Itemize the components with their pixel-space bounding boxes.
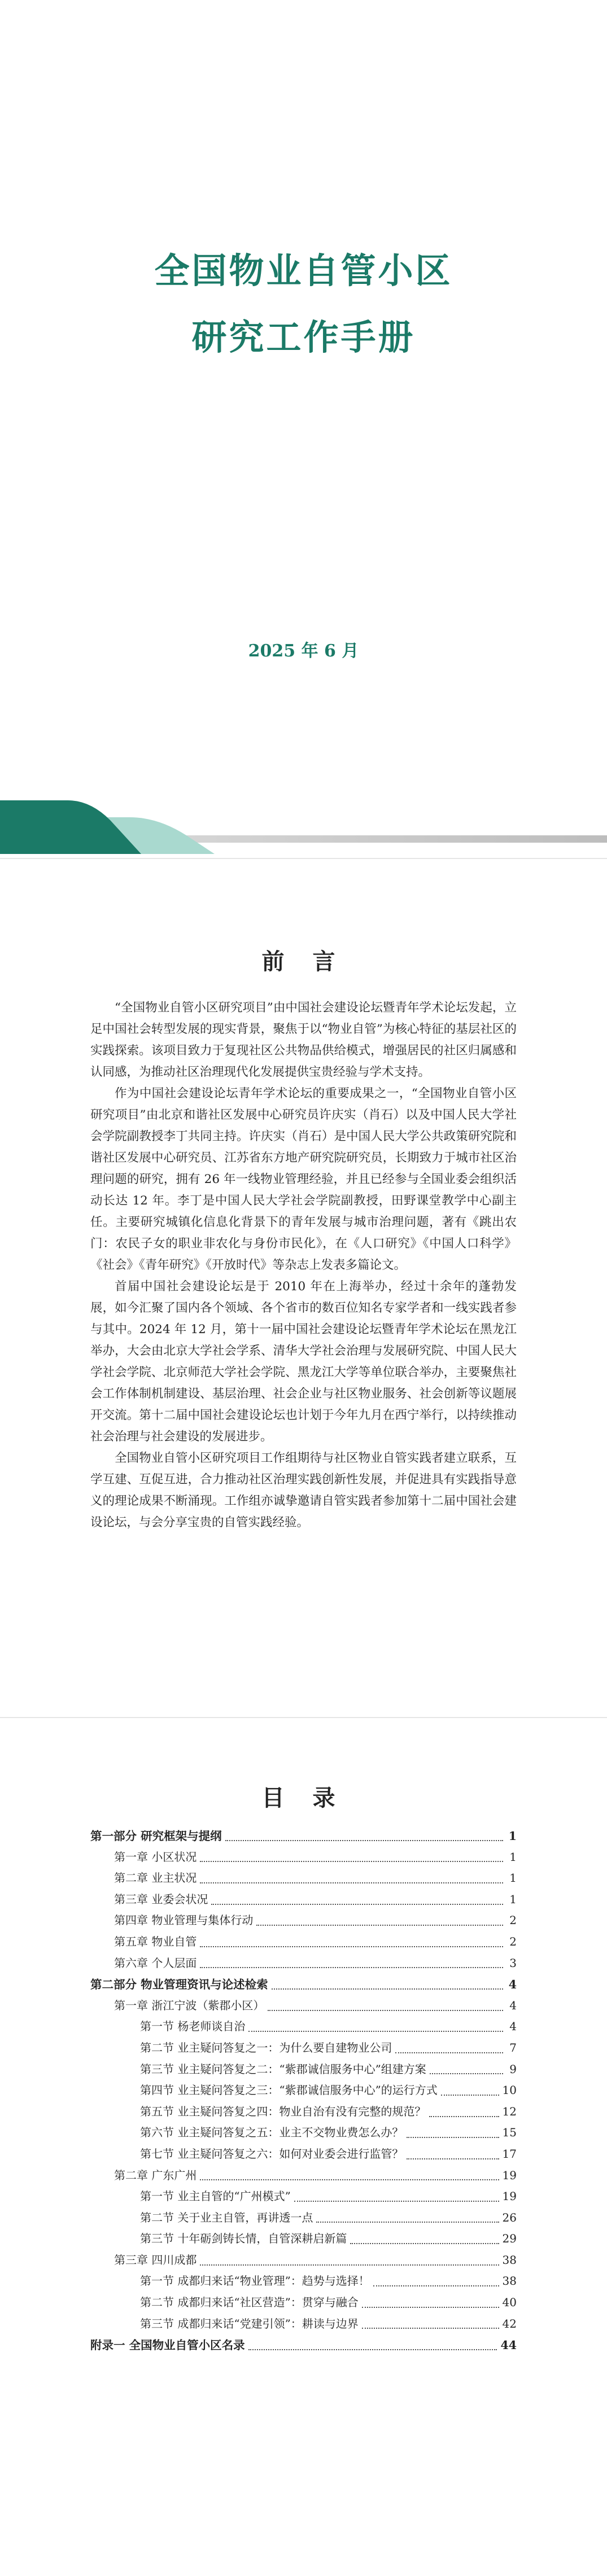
toc-dot-leader <box>248 2349 497 2350</box>
toc-dot-leader <box>294 2201 499 2202</box>
toc-entry-page: 10 <box>502 2083 517 2097</box>
toc-entry[interactable] <box>90 1869 517 1890</box>
toc-dot-leader <box>268 2010 503 2011</box>
preface-paragraph: “全国物业自管小区研究项目”由中国社会建设论坛暨青年学术论坛发起，立足中国社会转型发展的现实背景，聚焦于以“物业自管”为核心特征的基层社区的实践探索。该项目致力于复现社区公共物品供给模式，增强居民的社区归属感和认同感，为推动社区治理现代化发展提供宝贵经验与学术支持。 <box>90 1001 517 1079</box>
toc-dot-leader <box>429 2116 499 2117</box>
toc-entry[interactable] <box>90 2293 517 2315</box>
toc-list <box>90 1826 517 2357</box>
toc-entry-page: 3 <box>509 1956 517 1970</box>
toc-dot-leader <box>200 1882 503 1883</box>
toc-entry-page: 44 <box>500 2338 517 2352</box>
toc-dot-leader <box>200 1967 503 1968</box>
toc-dot-leader <box>441 2095 499 2096</box>
toc-entry-label: 第四节 业主疑问答复之三：“紫郡诚信服务中心”的运行方式 <box>140 2083 438 2097</box>
toc-entry-page: 2 <box>509 1913 517 1927</box>
toc-dot-leader <box>373 2285 499 2286</box>
toc-entry-page: 1 <box>509 1892 517 1906</box>
toc-dot-leader <box>407 2137 499 2138</box>
toc-entry[interactable] <box>90 1954 517 1975</box>
toc-entry[interactable] <box>90 1826 517 1848</box>
toc-entry[interactable] <box>90 1848 517 1869</box>
preface-paragraph: 作为中国社会建设论坛青年学术论坛的重要成果之一，“全国物业自管小区研究项目”由北京和谐社区发展中心研究员许庆实（肖石）以及中国人民大学社会学院副教授李丁共同主持。许庆实（肖石）是中国人民大学公共政策研究院和谐社区发展中心研究员、江苏省东方地产研究院研究员，长期致力于城市社区治理问题的研究，拥有 26 年一线物业管理经验，并且已经参与全国业委会组织活动长达 12 年。李丁是中国人民大学社会学院副教授，田野课堂教学中心副主任。主要研究城镇化信息化背景下的青年发展与城市治理问题，著有《跳出农门：农民子女的职业非农化与身份市民化》，在《人口研究》《中国人口科学》《社会》《青年研究》《开放时代》等杂志上发表多篇论文。 <box>90 1087 517 1272</box>
toc-entry[interactable] <box>90 2315 517 2336</box>
cover-date: 2025 年 6 月 <box>248 641 359 661</box>
toc-entry[interactable] <box>90 2145 517 2166</box>
toc-entry-page: 29 <box>502 2232 517 2246</box>
toc-entry[interactable] <box>90 2187 517 2209</box>
toc-entry-page: 19 <box>502 2189 517 2203</box>
toc-entry-label: 第一章 浙江宁波（紫郡小区） <box>114 1998 265 2012</box>
toc-dot-leader <box>350 2243 499 2244</box>
cover-decorative-band <box>0 800 607 857</box>
toc-entry-page: 38 <box>502 2253 517 2267</box>
toc-dot-leader <box>200 1861 503 1862</box>
toc-entry-label: 第三节 十年砺剑铸长情，自管深耕启新篇 <box>140 2232 347 2246</box>
toc-entry[interactable] <box>90 2123 517 2145</box>
toc-entry-label: 第七节 业主疑问答复之六：如何对业委会进行监管？ <box>140 2146 404 2161</box>
preface-paragraph: 全国物业自管小区研究项目工作组期待与社区物业自管实践者建立联系，互学互建、互促互进，合力推动社区治理实践创新性发展，并促进具有实践指导意义的理论成果不断涌现。工作组亦诚挚邀请自管实践者参加第十二届中国社会建设论坛，与会分享宝贵的自管实践经验。 <box>90 1451 517 1530</box>
toc-entry-label: 第三节 业主疑问答复之二：“紫郡诚信服务中心”组建方案 <box>140 2062 426 2076</box>
toc-entry-page: 26 <box>502 2210 517 2224</box>
toc-entry-page: 17 <box>502 2146 517 2161</box>
toc-entry-label: 第二章 广东广州 <box>114 2168 197 2182</box>
toc-entry-label: 第二节 成都归来话“社区营造”：贯穿与融合 <box>140 2295 359 2310</box>
toc-entry-page: 38 <box>502 2274 517 2288</box>
toc-entry-label: 第六节 业主疑问答复之五：业主不交物业费怎么办？ <box>140 2126 404 2140</box>
toc-entry-page: 15 <box>502 2126 517 2140</box>
toc-entry-label: 第五节 业主疑问答复之四：物业自治有没有完整的规范？ <box>140 2104 426 2118</box>
toc-entry-page: 12 <box>502 2104 517 2118</box>
toc-entry-label: 第三节 成都归来话“党建引领”：耕读与边界 <box>140 2316 359 2330</box>
cover-page <box>0 0 607 858</box>
toc-entry-label: 第一部分 研究框架与提纲 <box>90 1829 222 1843</box>
toc-entry[interactable] <box>90 1933 517 1954</box>
toc-entry-page: 1 <box>509 1850 517 1864</box>
toc-page <box>0 1717 607 2576</box>
preface-page <box>0 858 607 1717</box>
toc-entry[interactable] <box>90 1890 517 1912</box>
cover-title-line1: 全国物业自管小区 <box>154 250 453 291</box>
toc-dot-leader <box>200 2264 499 2266</box>
toc-entry-label: 第一章 小区状况 <box>114 1850 197 1864</box>
toc-dot-leader <box>248 2031 503 2032</box>
toc-dot-leader <box>362 2307 499 2308</box>
toc-entry-page: 40 <box>502 2295 517 2310</box>
toc-entry-label: 第三章 四川成都 <box>114 2253 197 2267</box>
preface-paragraph: 首届中国社会建设论坛是于 2010 年在上海举办，经过十余年的蓬勃发展，如今汇聚了国内各个领域、各个省市的数百位知名专家学者和一线实践者参与其中。2024 年 12 月，第十一届中国社会建设论坛暨青年学术论坛在黑龙江举办，大会由北京大学社会学系、清华大学社会治理与发展研究院、中国人民大学社会学院、北京师范大学社会学院、黑龙江大学等单位联合举办，主要聚焦社会工作体制机制建设、基层治理、社会企业与社区物业服务、社会创新等议题展开交流。第十二届中国社会建设论坛也计划于今年九月在西宁举行，以持续推动社会治理与社会建设的发展进步。 <box>90 1280 517 1444</box>
toc-entry-page: 4 <box>509 1998 517 2012</box>
toc-dot-leader <box>211 1904 503 1905</box>
toc-entry-page: 42 <box>502 2316 517 2330</box>
toc-dot-leader <box>407 2158 499 2159</box>
toc-entry-page: 19 <box>502 2168 517 2182</box>
toc-entry-page: 1 <box>509 1871 517 1885</box>
toc-entry[interactable] <box>90 2272 517 2293</box>
band-gray-stripe <box>136 835 607 843</box>
toc-entry-page: 9 <box>509 2062 517 2076</box>
cover-title-line2: 研究工作手册 <box>191 317 416 358</box>
toc-entry-label: 第二部分 物业管理资讯与论述检索 <box>90 1978 268 1992</box>
toc-entry[interactable] <box>90 2251 517 2272</box>
toc-entry[interactable] <box>90 1975 517 1996</box>
toc-entry[interactable] <box>90 2060 517 2082</box>
toc-entry[interactable] <box>90 2017 517 2039</box>
toc-entry-label: 第二节 业主疑问答复之一：为什么要自建物业公司 <box>140 2040 392 2054</box>
toc-dot-leader <box>316 2222 499 2223</box>
toc-entry-page: 1 <box>508 1829 517 1843</box>
toc-entry-label: 第一节 杨老师谈自治 <box>140 2019 246 2034</box>
toc-entry-label: 第二章 业主状况 <box>114 1871 197 1885</box>
toc-entry-label: 第三章 业委会状况 <box>114 1892 208 1906</box>
preface-body <box>90 997 517 1534</box>
toc-entry[interactable] <box>90 2102 517 2124</box>
toc-entry[interactable] <box>90 2039 517 2060</box>
toc-entry-label: 第一节 成都归来话“物业管理”：趋势与选择！ <box>140 2274 370 2288</box>
toc-entry-page: 4 <box>508 1978 517 1992</box>
toc-entry-label: 第一节 业主自管的“广州模式” <box>140 2189 291 2203</box>
toc-heading: 目 录 <box>261 1785 346 1811</box>
toc-entry[interactable] <box>90 1911 517 1933</box>
toc-entry[interactable] <box>90 2081 517 2102</box>
toc-entry-page: 7 <box>509 2040 517 2054</box>
toc-dot-leader <box>200 2179 499 2180</box>
toc-dot-leader <box>430 2073 503 2074</box>
toc-entry[interactable] <box>90 2229 517 2251</box>
toc-entry-label: 附录一 全国物业自管小区名录 <box>90 2338 245 2352</box>
toc-dot-leader <box>272 1988 503 1990</box>
preface-heading: 前 言 <box>261 948 346 975</box>
toc-entry[interactable] <box>90 2336 517 2357</box>
toc-entry-label: 第四章 物业管理与集体行动 <box>114 1913 254 1927</box>
toc-entry-page: 4 <box>509 2019 517 2034</box>
toc-dot-leader <box>362 2328 499 2329</box>
toc-entry-label: 第二节 关于业主自管，再讲透一点 <box>140 2210 313 2224</box>
toc-entry-label: 第五章 物业自管 <box>114 1934 197 1948</box>
toc-entry-page: 2 <box>509 1934 517 1948</box>
toc-dot-leader <box>256 1925 503 1926</box>
toc-dot-leader <box>395 2052 503 2053</box>
toc-entry[interactable] <box>90 2166 517 2188</box>
toc-entry[interactable] <box>90 2209 517 2230</box>
toc-dot-leader <box>225 1840 503 1841</box>
toc-entry[interactable] <box>90 1996 517 2018</box>
toc-dot-leader <box>200 1946 503 1947</box>
toc-entry-label: 第六章 个人层面 <box>114 1956 197 1970</box>
